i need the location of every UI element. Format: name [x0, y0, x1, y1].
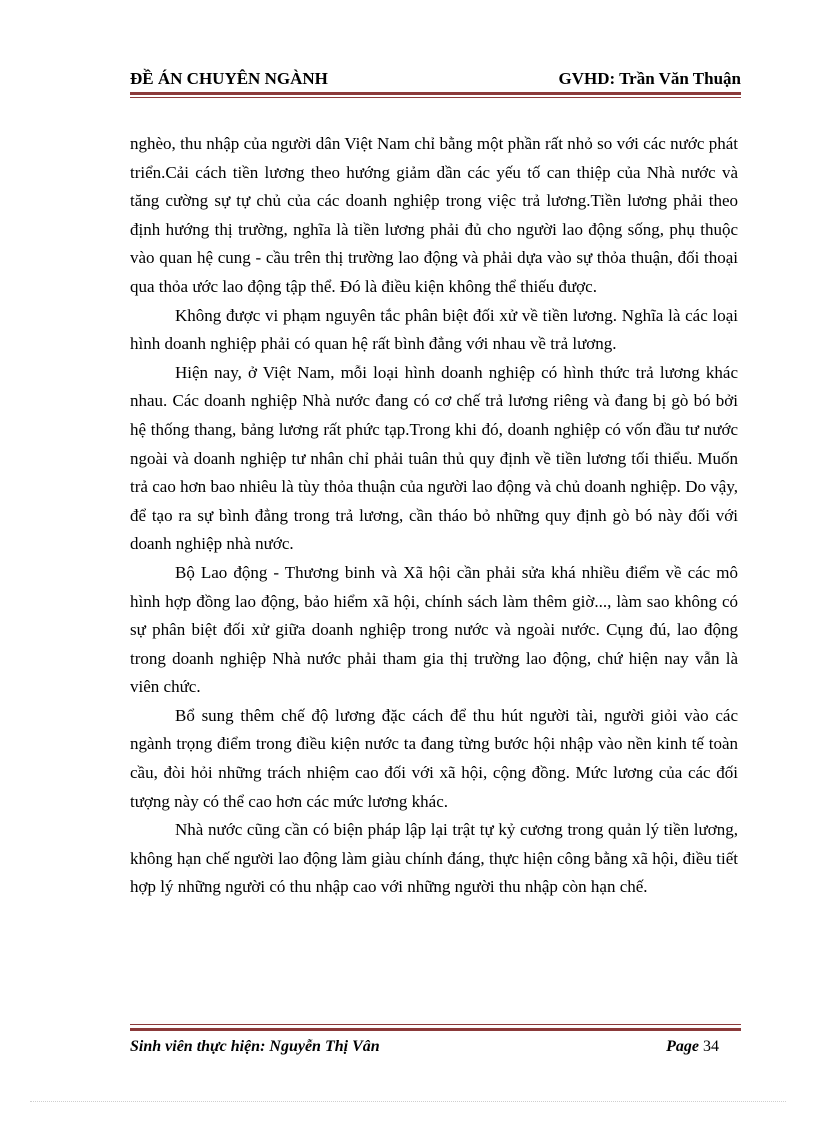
- page-label: Page: [666, 1038, 699, 1055]
- page-header: [130, 68, 741, 90]
- header-rule-thick: [130, 92, 741, 95]
- footer-rule-thick: [130, 1028, 741, 1031]
- supervisor-label: GVHD: Trần Văn Thuận: [558, 69, 741, 88]
- paragraph: Hiện nay, ở Việt Nam, mỗi loại hình doanh nghiệp có hình thức trả lương khác nhau. Các doanh nghiệp Nhà nước đang có cơ chế trả lương riêng và đang bị gò bó bởi hệ thống thang, bảng lương rất phức tạp.Trong khi đó, doanh nghiệp có vốn đầu tư nước ngoài và doanh nghiệp tư nhân chỉ phải tuân thủ quy định về tiền lương tối thiểu. Muốn trả cao hơn bao nhiêu là tùy thỏa thuận của người lao động và chủ doanh nghiệp. Do vậy, để tạo ra sự bình đẳng trong trả lương, cần tháo bỏ những quy định gò bó này đối với doanh nghiệp nhà nước.: [130, 362, 738, 554]
- header-rule-thin: [130, 97, 741, 98]
- paragraph: Bộ Lao động - Thương binh và Xã hội cần phải sửa khá nhiều điểm về các mô hình hợp đồng lao động, bảo hiểm xã hội, chính sách làm thêm giờ..., làm sao không có sự phân biệt đối xử giữa doanh nghiệp trong nước và ngoài nước. Cụng đú, lao động trong doanh nghiệp Nhà nước phải tham gia thị trường lao động, chứ hiện nay vẫn là viên chức.: [130, 562, 738, 697]
- paragraph: Bổ sung thêm chế độ lương đặc cách để thu hút người tài, người giỏi vào các ngành trọng điểm trong điều kiện nước ta đang từng bước hội nhập vào nền kinh tế toàn cầu, đòi hỏi những trách nhiệm cao đối với xã hội, cộng đồng. Mức lương của các đối tượng này có thể cao hơn các mức lương khác.: [130, 705, 738, 811]
- paragraph: Không được vi phạm nguyên tắc phân biệt đối xử về tiền lương. Nghĩa là các loại hình doanh nghiệp phải có quan hệ rất bình đẳng với nhau về trả lương.: [130, 305, 738, 354]
- footer-rule-thin: [130, 1024, 741, 1025]
- page-number-value: 34: [703, 1038, 719, 1055]
- paragraph: Nhà nước cũng cần có biện pháp lập lại trật tự kỷ cương trong quản lý tiền lương, không hạn chế người lao động làm giàu chính đáng, thực hiện công bằng xã hội, điều tiết hợp lý những người có thu nhập cao với những người thu nhập còn hạn chế.: [130, 820, 738, 897]
- page-boundary: [30, 1101, 786, 1102]
- author-label: Sinh viên thực hiện: Nguyễn Thị Vân: [130, 1038, 380, 1055]
- body-text: [130, 130, 738, 902]
- document-title: ĐỀ ÁN CHUYÊN NGÀNH: [130, 69, 328, 88]
- paragraph: nghèo, thu nhập của người dân Việt Nam chỉ bằng một phần rất nhỏ so với các nước phát triển.Cải cách tiền lương theo hướng giảm dần các yếu tố can thiệp của Nhà nước và tăng cường sự tự chủ của các doanh nghiệp trong việc trả lương.Tiền lương phải theo định hướng thị trường, nghĩa là tiền lương phải đủ cho người lao động sống, phụ thuộc vào quan hệ cung - cầu trên thị trường lao động và phải dựa vào sự thỏa thuận, đối thoại qua thỏa ước lao động tập thể. Đó là điều kiện không thể thiếu được.: [130, 134, 738, 296]
- page-number: [666, 1036, 719, 1058]
